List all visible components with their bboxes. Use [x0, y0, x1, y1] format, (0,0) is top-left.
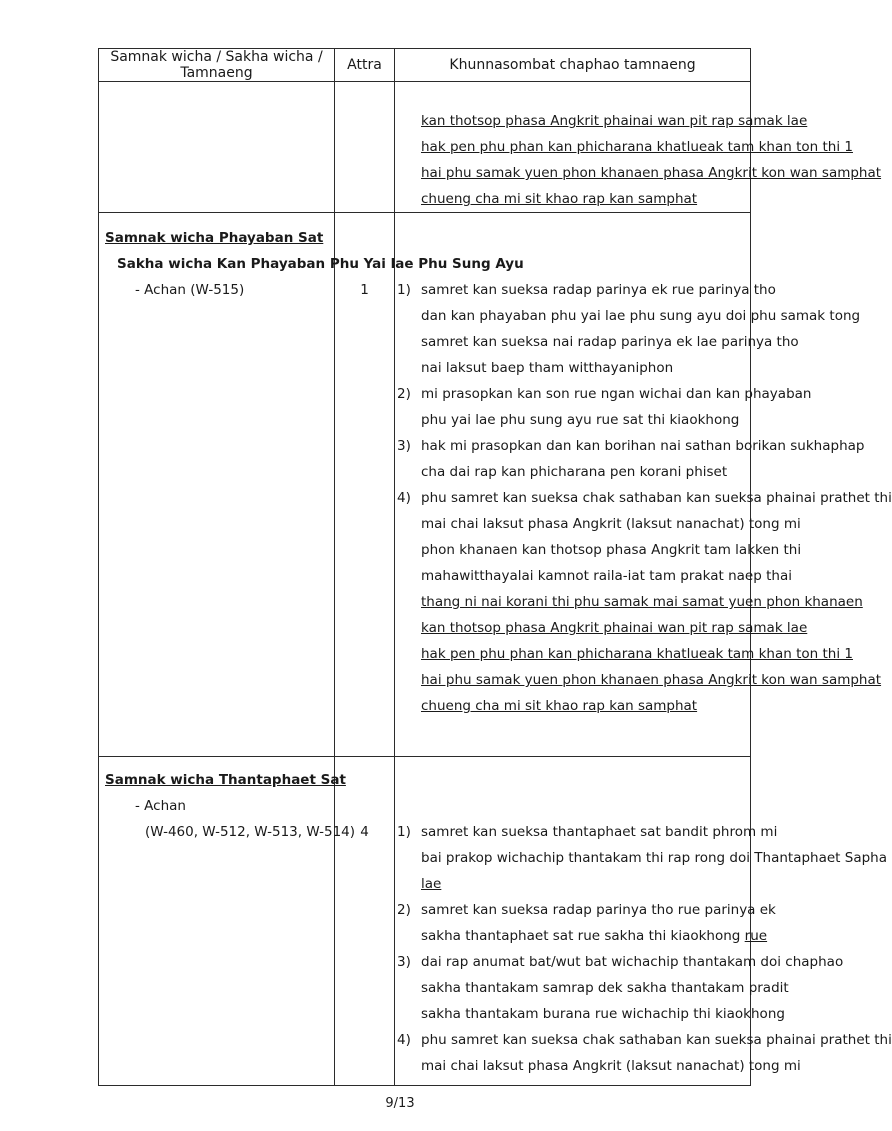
position-label: - Achan (W-515): [135, 282, 245, 298]
position-codes: (W-460, W-512, W-513, W-514): [145, 824, 356, 840]
list-item: 3) dai rap anumat bat/wut bat wichachip thantakam doi chaphao sakha thantakam samrap dek sakha thantakam pradit sakha thantakam burana rue wichachip thi kiaokhong: [397, 954, 844, 1022]
header-position: Samnak wicha / Sakha wicha / Tamnaeng: [99, 49, 335, 82]
list-item: 1) samret kan sueksa thantaphaet sat bandit phrom mi bai prakop wichachip thantakam thi rap rong doi Thantaphaet Sapha lae: [395, 819, 750, 897]
section-nursing: [99, 213, 524, 757]
qualification-table: [98, 48, 892, 1086]
table-row: [99, 757, 751, 1086]
dentistry-qualifications: [395, 757, 892, 1086]
page-number: 9/13: [385, 1096, 415, 1111]
list-item: 1) samret kan sueksa radap parinya ek rue parinya tho dan kan phayaban phu yai lae phu sung ayu doi phu samak tong samret kan sueksa nai radap parinya ek lae parinya tho nai laksut baep tham witthayaniphon: [397, 282, 861, 376]
and-word: lae: [421, 876, 442, 892]
table-row: [99, 213, 751, 757]
position-label: - Achan: [135, 798, 186, 814]
section-subtitle: Sakha wicha Kan Phayaban Phu Yai lae Phu Sung Ayu: [117, 256, 524, 272]
section-title: Samnak wicha Thantaphaet Sat: [105, 772, 346, 788]
list-item: 3) hak mi prasopkan dan kan borihan nai sathan borikan sukhaphap cha dai rap kan phicharana pen korani phiset: [397, 438, 865, 480]
header-count: Attra: [335, 49, 395, 82]
position-count: 4: [360, 824, 369, 840]
list-item: 2) samret kan sueksa radap parinya tho rue parinya ek sakha thantaphaet sat rue sakha thi kiaokhong rue: [397, 902, 776, 944]
list-item: 4) phu samret kan sueksa chak sathaban kan sueksa phainai prathet thi mai chai laksut phasa Angkrit (laksut nanachat) tong mi: [397, 1032, 892, 1074]
text-line: hak pen phu phan kan phicharana khatlueak tam khan ton thi 1: [421, 139, 853, 155]
nursing-qualifications: [395, 213, 892, 757]
table-header-row: [99, 49, 751, 82]
or-word: rue: [744, 928, 768, 944]
text-line: kan thotsop phasa Angkrit phainai wan pit rap samak lae: [421, 113, 808, 129]
position-count: 1: [360, 282, 369, 298]
continued-conditions: [395, 82, 882, 213]
text-line: hai phu samak yuen phon khanaen phasa Angkrit kon wan samphat: [421, 165, 882, 181]
section-dentistry: [99, 757, 356, 1086]
list-item: 2) mi prasopkan kan son rue ngan wichai dan kan phayaban phu yai lae phu sung ayu rue sat thi kiaokhong: [397, 386, 812, 428]
list-item: 4) phu samret kan sueksa chak sathaban kan sueksa phainai prathet thi mai chai laksut phasa Angkrit (laksut nanachat) tong mi phon khanaen kan thotsop phasa Angkrit tam lakken thi mahawitthayalai kamnot raila-iat tam prakat naep thai thang ni nai korani thi phu samak mai samat yuen phon khanaen kan thotsop phasa Angkrit phainai wan pit rap samak lae hak pen phu phan kan phicharana khatlueak tam khan ton thi 1 hai phu samak yuen phon khanaen phasa Angkrit kon wan samphat chueng cha mi sit khao rap kan samphat: [397, 490, 892, 714]
section-title: Samnak wicha Phayaban Sat: [105, 230, 324, 246]
header-qualifications: Khunnasombat chaphao tamnaeng: [395, 49, 751, 82]
text-line: chueng cha mi sit khao rap kan samphat: [421, 191, 698, 207]
table-row: [99, 82, 751, 213]
